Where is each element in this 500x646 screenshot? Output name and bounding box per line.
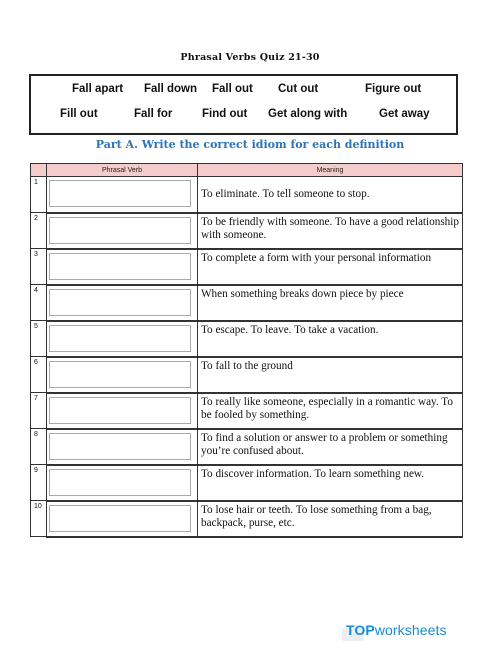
meaning-cell bbox=[198, 357, 463, 393]
answer-input[interactable] bbox=[49, 289, 191, 316]
table-row bbox=[31, 249, 463, 285]
meaning-cell bbox=[198, 321, 463, 357]
word-bank bbox=[29, 74, 458, 135]
quiz-title: Phrasal Verbs Quiz 21-30 bbox=[180, 52, 320, 63]
answer-input[interactable] bbox=[49, 361, 191, 388]
answer-input[interactable] bbox=[49, 505, 191, 532]
row-number: 7 bbox=[31, 393, 47, 429]
meaning-text: To lose hair or teeth. To lose something from a bag, backpack, purse, etc. bbox=[201, 503, 432, 529]
word-bank-item: Fill out bbox=[60, 108, 98, 120]
answer-cell bbox=[47, 393, 198, 429]
part-a-heading: Part A. Write the correct idiom for each definition bbox=[95, 138, 405, 151]
column-header-phrasal-verb: Phrasal Verb bbox=[47, 164, 198, 177]
word-bank-item: Get away bbox=[379, 108, 430, 120]
meaning-text: To be friendly with someone. To have a good relationship with someone. bbox=[201, 215, 459, 241]
meaning-text: To escape. To leave. To take a vacation. bbox=[201, 323, 379, 336]
word-bank-item: Figure out bbox=[365, 83, 422, 95]
answer-cell bbox=[47, 285, 198, 321]
answer-cell bbox=[47, 465, 198, 501]
quiz-table bbox=[30, 163, 463, 538]
answer-cell bbox=[47, 429, 198, 465]
answer-input[interactable] bbox=[49, 253, 191, 280]
answer-cell bbox=[47, 249, 198, 285]
table-row bbox=[31, 357, 463, 393]
table-header-row bbox=[31, 164, 463, 177]
answer-cell bbox=[47, 501, 198, 537]
answer-input[interactable] bbox=[49, 397, 191, 424]
row-number: 1 bbox=[31, 177, 47, 213]
word-bank-item: Fall for bbox=[134, 108, 173, 120]
meaning-text: To really like someone, especially in a romantic way. To be fooled by something. bbox=[201, 395, 453, 421]
meaning-cell bbox=[198, 285, 463, 321]
answer-cell bbox=[47, 177, 198, 213]
word-bank-item: Get along with bbox=[268, 108, 348, 120]
table-row bbox=[31, 393, 463, 429]
row-number: 2 bbox=[31, 213, 47, 249]
row-number: 9 bbox=[31, 465, 47, 501]
table-row bbox=[31, 465, 463, 501]
answer-input[interactable] bbox=[49, 433, 191, 460]
meaning-text: To eliminate. To tell someone to stop. bbox=[201, 188, 370, 200]
answer-input[interactable] bbox=[49, 217, 191, 244]
meaning-cell bbox=[198, 249, 463, 285]
word-bank-item: Fall apart bbox=[72, 83, 124, 95]
meaning-text: When something breaks down piece by piece bbox=[201, 287, 404, 300]
row-number: 5 bbox=[31, 321, 47, 357]
answer-cell bbox=[47, 213, 198, 249]
row-number: 3 bbox=[31, 249, 47, 285]
row-number: 4 bbox=[31, 285, 47, 321]
table-row bbox=[31, 285, 463, 321]
meaning-text: To complete a form with your personal information bbox=[201, 251, 432, 264]
table-row bbox=[31, 213, 463, 249]
row-number: 10 bbox=[31, 501, 47, 537]
answer-cell bbox=[47, 357, 198, 393]
meaning-cell bbox=[198, 465, 463, 501]
meaning-text: To fall to the ground bbox=[201, 359, 293, 372]
meaning-cell bbox=[198, 177, 463, 213]
row-number: 8 bbox=[31, 429, 47, 465]
brand-worksheets: worksheets bbox=[374, 622, 447, 638]
word-bank-item: Fall down bbox=[144, 83, 198, 95]
meaning-text: To discover information. To learn something new. bbox=[201, 467, 425, 480]
table-row bbox=[31, 501, 463, 537]
meaning-text: To find a solution or answer to a problem or something you’re confused about. bbox=[201, 431, 448, 457]
answer-cell bbox=[47, 321, 198, 357]
column-header-number bbox=[31, 164, 47, 177]
word-bank-item: Cut out bbox=[278, 83, 319, 95]
brand-top: TOP bbox=[346, 622, 375, 638]
meaning-cell bbox=[198, 429, 463, 465]
column-header-meaning: Meaning bbox=[198, 164, 463, 177]
answer-input[interactable] bbox=[49, 469, 191, 496]
meaning-cell bbox=[198, 213, 463, 249]
meaning-cell bbox=[198, 393, 463, 429]
word-bank-item: Find out bbox=[202, 108, 248, 120]
table-row bbox=[31, 177, 463, 213]
table-row bbox=[31, 429, 463, 465]
table-row bbox=[31, 321, 463, 357]
brand-watermark bbox=[346, 622, 447, 638]
answer-input[interactable] bbox=[49, 180, 191, 207]
meaning-cell bbox=[198, 501, 463, 537]
answer-input[interactable] bbox=[49, 325, 191, 352]
word-bank-item: Fall out bbox=[212, 83, 253, 95]
row-number: 6 bbox=[31, 357, 47, 393]
